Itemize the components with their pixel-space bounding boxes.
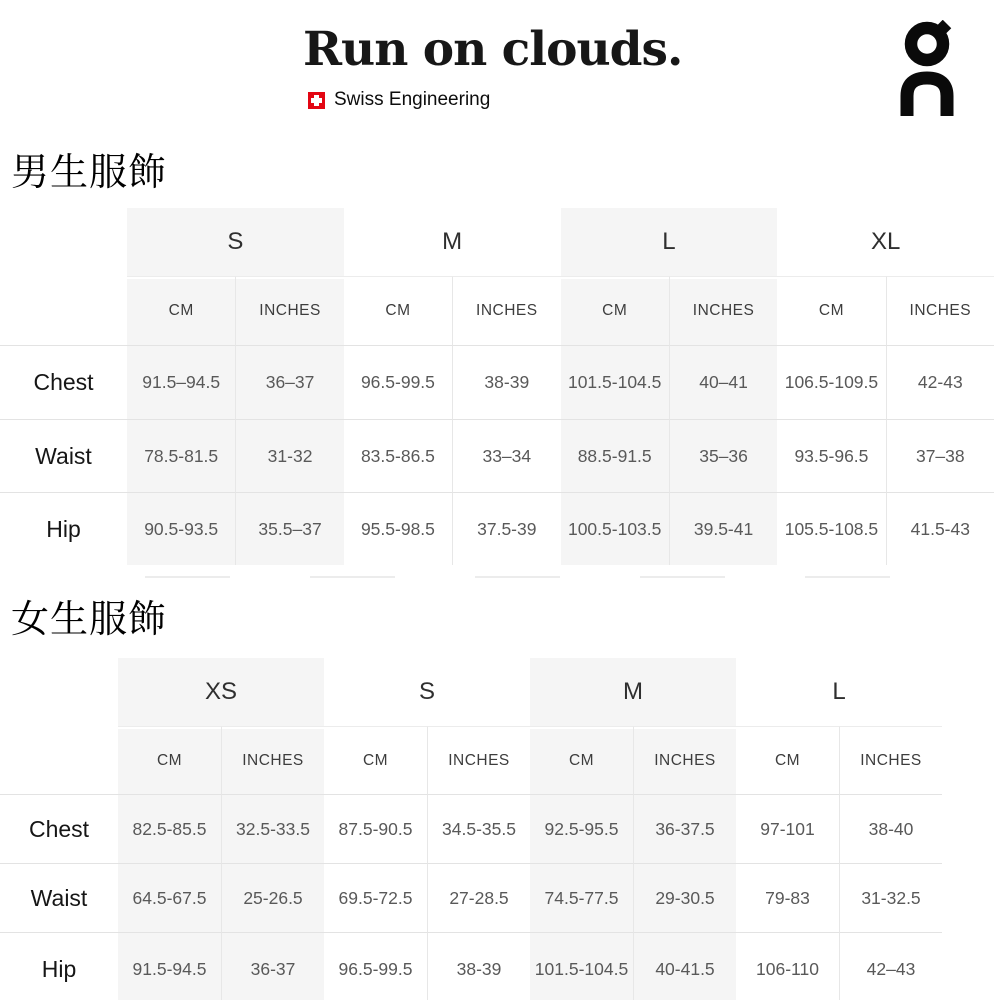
womens-section-title: 女生服飾 xyxy=(11,599,168,641)
unit-header: INCHES xyxy=(669,276,777,345)
value-cell: 25-26.5 xyxy=(221,863,324,932)
value-cell: 74.5-77.5 xyxy=(530,863,633,932)
value-cell: 31-32.5 xyxy=(839,863,942,932)
value-cell: 38-39 xyxy=(452,345,560,419)
unit-header: INCHES xyxy=(452,276,560,345)
size-header-s: S xyxy=(127,208,344,276)
table-edge-artifact xyxy=(640,576,725,578)
row-label: Hip xyxy=(0,492,127,565)
value-cell: 27-28.5 xyxy=(427,863,530,932)
value-cell: 97-101 xyxy=(736,794,839,863)
on-logo xyxy=(893,20,965,116)
value-cell: 106.5-109.5 xyxy=(777,345,885,419)
table-edge-artifact xyxy=(805,576,890,578)
size-header-m: M xyxy=(344,208,561,276)
value-cell: 29-30.5 xyxy=(633,863,736,932)
value-cell: 40-41.5 xyxy=(633,932,736,1000)
unit-header: CM xyxy=(736,726,839,794)
unit-header: CM xyxy=(324,726,427,794)
value-cell: 106-110 xyxy=(736,932,839,1000)
value-cell: 79-83 xyxy=(736,863,839,932)
table-corner xyxy=(0,658,118,726)
unit-header: INCHES xyxy=(235,276,343,345)
size-header-m: M xyxy=(530,658,736,726)
unit-header: INCHES xyxy=(221,726,324,794)
value-cell: 36-37 xyxy=(221,932,324,1000)
unit-header: INCHES xyxy=(633,726,736,794)
value-cell: 35–36 xyxy=(669,419,777,492)
value-cell: 69.5-72.5 xyxy=(324,863,427,932)
unit-header: CM xyxy=(118,726,221,794)
value-cell: 78.5-81.5 xyxy=(127,419,235,492)
value-cell: 88.5-91.5 xyxy=(561,419,669,492)
unit-header: INCHES xyxy=(886,276,994,345)
value-cell: 39.5-41 xyxy=(669,492,777,565)
table-corner xyxy=(0,208,127,276)
table-edge-artifact xyxy=(310,576,395,578)
table-corner xyxy=(0,276,127,345)
value-cell: 92.5-95.5 xyxy=(530,794,633,863)
value-cell: 42-43 xyxy=(886,345,994,419)
value-cell: 37–38 xyxy=(886,419,994,492)
value-cell: 90.5-93.5 xyxy=(127,492,235,565)
value-cell: 38-39 xyxy=(427,932,530,1000)
row-label: Chest xyxy=(0,345,127,419)
value-cell: 95.5-98.5 xyxy=(344,492,452,565)
unit-header: CM xyxy=(777,276,885,345)
value-cell: 34.5-35.5 xyxy=(427,794,530,863)
value-cell: 83.5-86.5 xyxy=(344,419,452,492)
size-header-l: L xyxy=(561,208,778,276)
size-header-xs: XS xyxy=(118,658,324,726)
value-cell: 38-40 xyxy=(839,794,942,863)
value-cell: 82.5-85.5 xyxy=(118,794,221,863)
value-cell: 36–37 xyxy=(235,345,343,419)
value-cell: 96.5-99.5 xyxy=(324,932,427,1000)
value-cell: 37.5-39 xyxy=(452,492,560,565)
unit-header: CM xyxy=(561,276,669,345)
row-label: Waist xyxy=(0,863,118,932)
swiss-flag-icon xyxy=(308,92,325,109)
row-label: Waist xyxy=(0,419,127,492)
value-cell: 41.5-43 xyxy=(886,492,994,565)
row-label: Hip xyxy=(0,932,118,1000)
value-cell: 105.5-108.5 xyxy=(777,492,885,565)
value-cell: 40–41 xyxy=(669,345,777,419)
womens-size-table xyxy=(0,658,942,1000)
size-header-s: S xyxy=(324,658,530,726)
value-cell: 91.5-94.5 xyxy=(118,932,221,1000)
value-cell: 32.5-33.5 xyxy=(221,794,324,863)
unit-header: CM xyxy=(127,276,235,345)
value-cell: 87.5-90.5 xyxy=(324,794,427,863)
value-cell: 35.5–37 xyxy=(235,492,343,565)
value-cell: 93.5-96.5 xyxy=(777,419,885,492)
value-cell: 91.5–94.5 xyxy=(127,345,235,419)
brand-tagline-text: Swiss Engineering xyxy=(334,89,491,110)
table-edge-artifact xyxy=(145,576,230,578)
size-header-l: L xyxy=(736,658,942,726)
mens-section-title: 男生服飾 xyxy=(11,152,168,194)
table-corner xyxy=(0,726,118,794)
value-cell: 101.5-104.5 xyxy=(561,345,669,419)
value-cell: 31-32 xyxy=(235,419,343,492)
unit-header: CM xyxy=(530,726,633,794)
value-cell: 36-37.5 xyxy=(633,794,736,863)
value-cell: 64.5-67.5 xyxy=(118,863,221,932)
unit-header: INCHES xyxy=(839,726,942,794)
value-cell: 42–43 xyxy=(839,932,942,1000)
value-cell: 96.5-99.5 xyxy=(344,345,452,419)
unit-header: INCHES xyxy=(427,726,530,794)
table-edge-artifact xyxy=(475,576,560,578)
row-label: Chest xyxy=(0,794,118,863)
size-header-xl: XL xyxy=(777,208,994,276)
mens-size-table xyxy=(0,208,994,565)
brand-tagline xyxy=(308,89,490,111)
value-cell: 100.5-103.5 xyxy=(561,492,669,565)
value-cell: 33–34 xyxy=(452,419,560,492)
value-cell: 101.5-104.5 xyxy=(530,932,633,1000)
brand-slogan: Run on clouds. xyxy=(303,22,683,77)
unit-header: CM xyxy=(344,276,452,345)
